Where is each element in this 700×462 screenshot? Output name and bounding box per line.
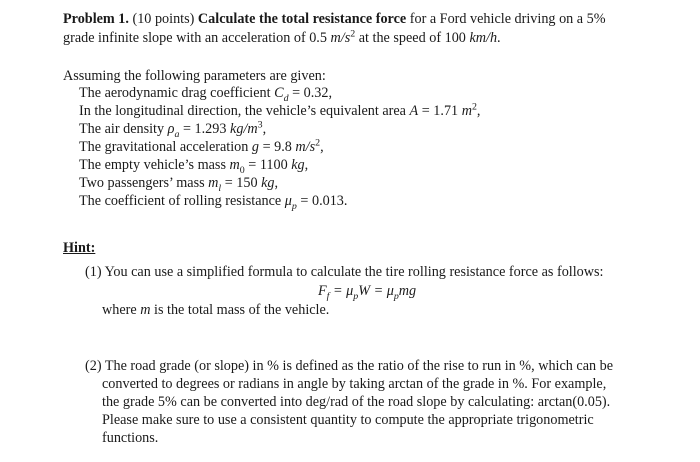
problem-line-2-speed: at the speed of 100 (358, 30, 466, 46)
params-intro: Assuming the following parameters are given: (63, 68, 326, 84)
problem-line-2-text: grade infinite slope with an acceleration of 0.5 (63, 30, 327, 46)
problem-line-2 (63, 30, 501, 47)
where-text: where (102, 302, 137, 318)
formula-mu-sub: p (393, 290, 399, 302)
param-text: The empty vehicle’s mass (79, 157, 226, 173)
formula-F-sub: f (326, 290, 330, 302)
param-unit: kg (291, 157, 305, 173)
speed-unit: km/h (469, 30, 498, 46)
param-unit: m (461, 103, 472, 119)
param-sub: a (174, 128, 180, 140)
param-symbol: ρ (167, 121, 175, 137)
rolling-resistance-formula (318, 283, 416, 300)
param-text: In the longitudinal direction, the vehicle’s equivalent area (79, 103, 406, 119)
param-exp: 2 (315, 137, 321, 149)
param-symbol: m (229, 157, 240, 173)
problem-label: Problem 1. (63, 11, 129, 27)
param-symbol: μ (284, 193, 292, 209)
param-text: The coefficient of rolling resistance (79, 193, 282, 209)
param-value: = 1.71 (418, 103, 462, 119)
param-sub: d (283, 92, 289, 104)
param-unit: kg (261, 175, 275, 191)
formula-F: F (318, 283, 327, 299)
hint-2-line: the grade 5% can be converted into deg/rad of the road slope by calculating: arctan(0.05). (102, 394, 611, 410)
accel-exp: 2 (350, 28, 356, 40)
param-value: = 9.8 (259, 139, 296, 155)
formula-eq: = (329, 283, 347, 299)
param-value: = 0.013. (296, 193, 348, 209)
param-tail: , (476, 103, 481, 119)
problem-line-1 (63, 11, 606, 28)
param-symbol: g (251, 139, 260, 155)
param-text: Two passengers’ mass (79, 175, 205, 191)
param-item (79, 121, 266, 138)
param-value: = 150 (221, 175, 262, 191)
formula-mu-sub: p (353, 290, 359, 302)
param-sub: l (218, 182, 222, 194)
problem-task: Calculate the total resistance force (197, 11, 407, 27)
param-value: = 0.32, (288, 85, 333, 101)
hint-title: Hint: (63, 240, 96, 256)
param-item (79, 157, 308, 174)
hint-2-line: (2) The road grade (or slope) in % is defined as the ratio of the rise to run in %, which can be (85, 358, 614, 374)
param-item (79, 175, 278, 192)
param-tail: , (274, 175, 279, 191)
formula-W: W (358, 283, 371, 299)
where-m: m (140, 302, 151, 318)
where-rest: is the total mass of the vehicle. (154, 302, 330, 318)
formula-eq: = (370, 283, 387, 299)
param-item (79, 193, 347, 210)
param-exp: 3 (257, 119, 263, 131)
param-text: The air density (79, 121, 165, 137)
param-tail: , (262, 121, 267, 137)
param-sub: 0 (239, 164, 245, 176)
param-item (79, 85, 332, 102)
param-unit: kg/m (230, 121, 258, 137)
param-value: = 1.293 (179, 121, 231, 137)
problem-task-rest: for a Ford vehicle driving on a 5% (409, 11, 606, 27)
hint-1-text: (1) You can use a simplified formula to calculate the tire rolling resistance force as follows: (85, 264, 604, 280)
param-sub: p (291, 200, 297, 212)
param-text: The gravitational acceleration (79, 139, 249, 155)
param-tail: , (320, 139, 324, 155)
param-item (79, 139, 324, 156)
param-item (79, 103, 480, 120)
hint-2-line: converted to degrees or radians in angle by taking arctan of the grade in %. For example, (102, 376, 607, 392)
param-symbol: A (409, 103, 419, 119)
formula-mu: μ (346, 283, 354, 299)
param-symbol: C (274, 85, 284, 101)
problem-line-2-end: . (497, 30, 501, 46)
param-tail: , (304, 157, 309, 173)
formula-mu: μ (386, 283, 394, 299)
accel-unit: m/s (330, 30, 351, 46)
problem-points: (10 points) (132, 11, 195, 27)
formula-mg: mg (398, 283, 417, 299)
param-unit: m/s (295, 139, 316, 155)
param-symbol: m (208, 175, 219, 191)
hint-2-line: functions. (102, 430, 159, 446)
hint-2-line: Please make sure to use a consistent quantity to compute the appropriate trigonometric (102, 412, 594, 428)
param-text: The aerodynamic drag coefficient (79, 85, 271, 101)
param-exp: 2 (471, 101, 477, 113)
param-value: = 1100 (244, 157, 292, 173)
hint-1-where (102, 302, 329, 319)
